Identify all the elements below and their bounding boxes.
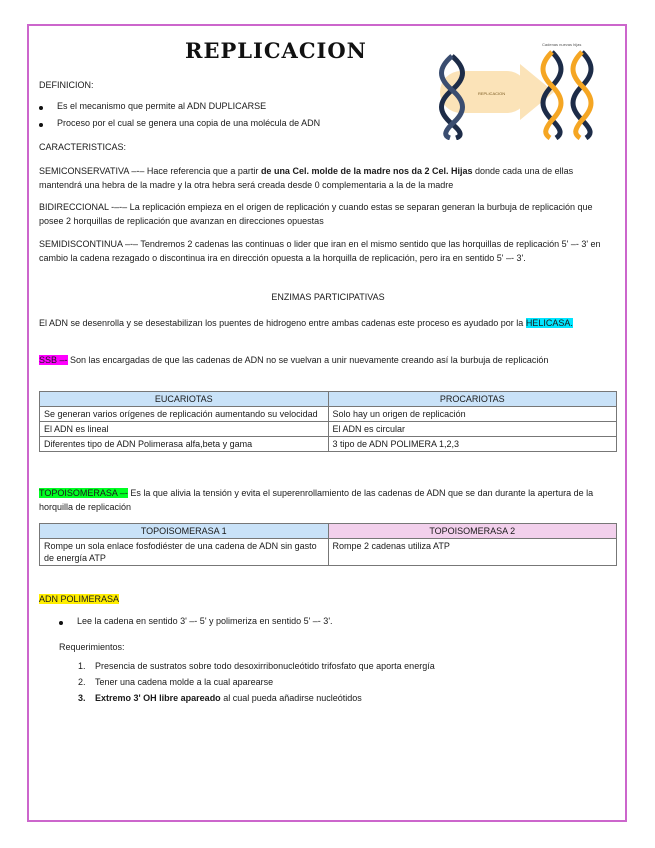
helicasa-paragraph: El ADN se desenrolla y se desestabilizan los puentes de hidrogeno entre ambas cadenas este proceso es ayudado por la HELICASA.	[39, 318, 573, 328]
header-eucariotas: EUCARIOTAS	[40, 392, 329, 407]
page-title: REPLICACION	[185, 38, 367, 63]
bidireccional-paragraph: BIDIRECCIONAL -–-– La replicación empieza en el origen de replicación y cuando estas se separan generan la burbuja de replicación que posee 2 horquillas de replicación que avanzan en direcciones opuestas	[39, 202, 593, 226]
ssb-paragraph: SSB –- Son las encargadas de que las cadenas de ADN no se vuelvan a unir nuevamente creando así la burbuja de replicación	[39, 355, 549, 365]
requerimientos-label: Requerimientos:	[59, 642, 125, 652]
bullet-dot	[39, 123, 43, 127]
table-header-row	[40, 392, 617, 407]
header-topo-1: TOPOISOMERASA 1	[40, 524, 329, 539]
bullet-dot	[39, 106, 43, 110]
helicasa-highlight: HELICASA.	[525, 318, 573, 328]
topoisomerasa-paragraph: TOPOISOMERASA –- Es la que alivia la tensión y evita el superenrollamiento de las cadenas de ADN que se dan durante la apertura de la horquilla de replicación	[39, 488, 594, 512]
table-row: El ADN es lineal El ADN es circular	[40, 422, 617, 437]
table-row: Rompe un sola enlace fosfodiéster de una cadena de ADN sin gasto de energía ATP Rompe 2 cadenas utiliza ATP	[40, 539, 617, 566]
polimerasa-heading: ADN POLIMERASA	[39, 594, 120, 604]
header-topo-2: TOPOISOMERASA 2	[328, 524, 617, 539]
requerimiento-item-1: 1. Presencia de sustratos sobre todo desoxirribonucleótido trifosfato que aporta energía	[78, 661, 435, 671]
eucariotas-procariotas-table	[39, 391, 617, 452]
table-row: Diferentes tipo de ADN Polimerasa alfa,beta y gama 3 tipo de ADN POLIMERA 1,2,3	[40, 437, 617, 452]
semidiscontinua-paragraph: SEMIDISCONTINUA –-– Tendremos 2 cadenas las continuas o lider que iran en el mismo sentido que las horquillas de replicación 5' –- 3' en cambio la cadena rezagado o discontinua ira en dirección opuesta a la horquilla de replicación, pero ira en sentido 5' –- 3'.	[39, 239, 601, 263]
table-header-row	[40, 524, 617, 539]
header-procariotas: PROCARIOTAS	[328, 392, 617, 407]
caracteristicas-label: CARACTERISTICAS:	[39, 142, 127, 152]
dna-replication-figure	[432, 38, 612, 140]
ssb-highlight: SSB –-	[39, 355, 68, 365]
topoisomerasa-table	[39, 523, 617, 566]
figure-caption: Cadenas nuevas hijas	[542, 42, 582, 47]
definicion-label: DEFINICION:	[39, 80, 94, 90]
bullet-dot	[59, 621, 63, 625]
table-row: Se generan varios orígenes de replicación aumentando su velocidad Solo hay un origen de replicación	[40, 407, 617, 422]
semiconservativa-paragraph: SEMICONSERVATIVA –-– Hace referencia que a partir de una Cel. molde de la madre nos da 2 Cel. Hijas donde cada una de ellas mantendrá una hebra de la madre y la otra hebra será creada desde 0 complementaria a la de la madre	[39, 166, 574, 190]
topoisomerasa-highlight: TOPOISOMERASA –-	[39, 488, 128, 498]
enzimas-heading: ENZIMAS PARTICIPATIVAS	[271, 292, 385, 302]
arrow-label: REPLICACION	[478, 91, 506, 96]
requerimiento-item-3: 3. Extremo 3' OH libre apareado al cual pueda añadirse nucleótidos	[78, 693, 362, 703]
requerimiento-item-2: 2. Tener una cadena molde a la cual aparearse	[78, 677, 274, 687]
